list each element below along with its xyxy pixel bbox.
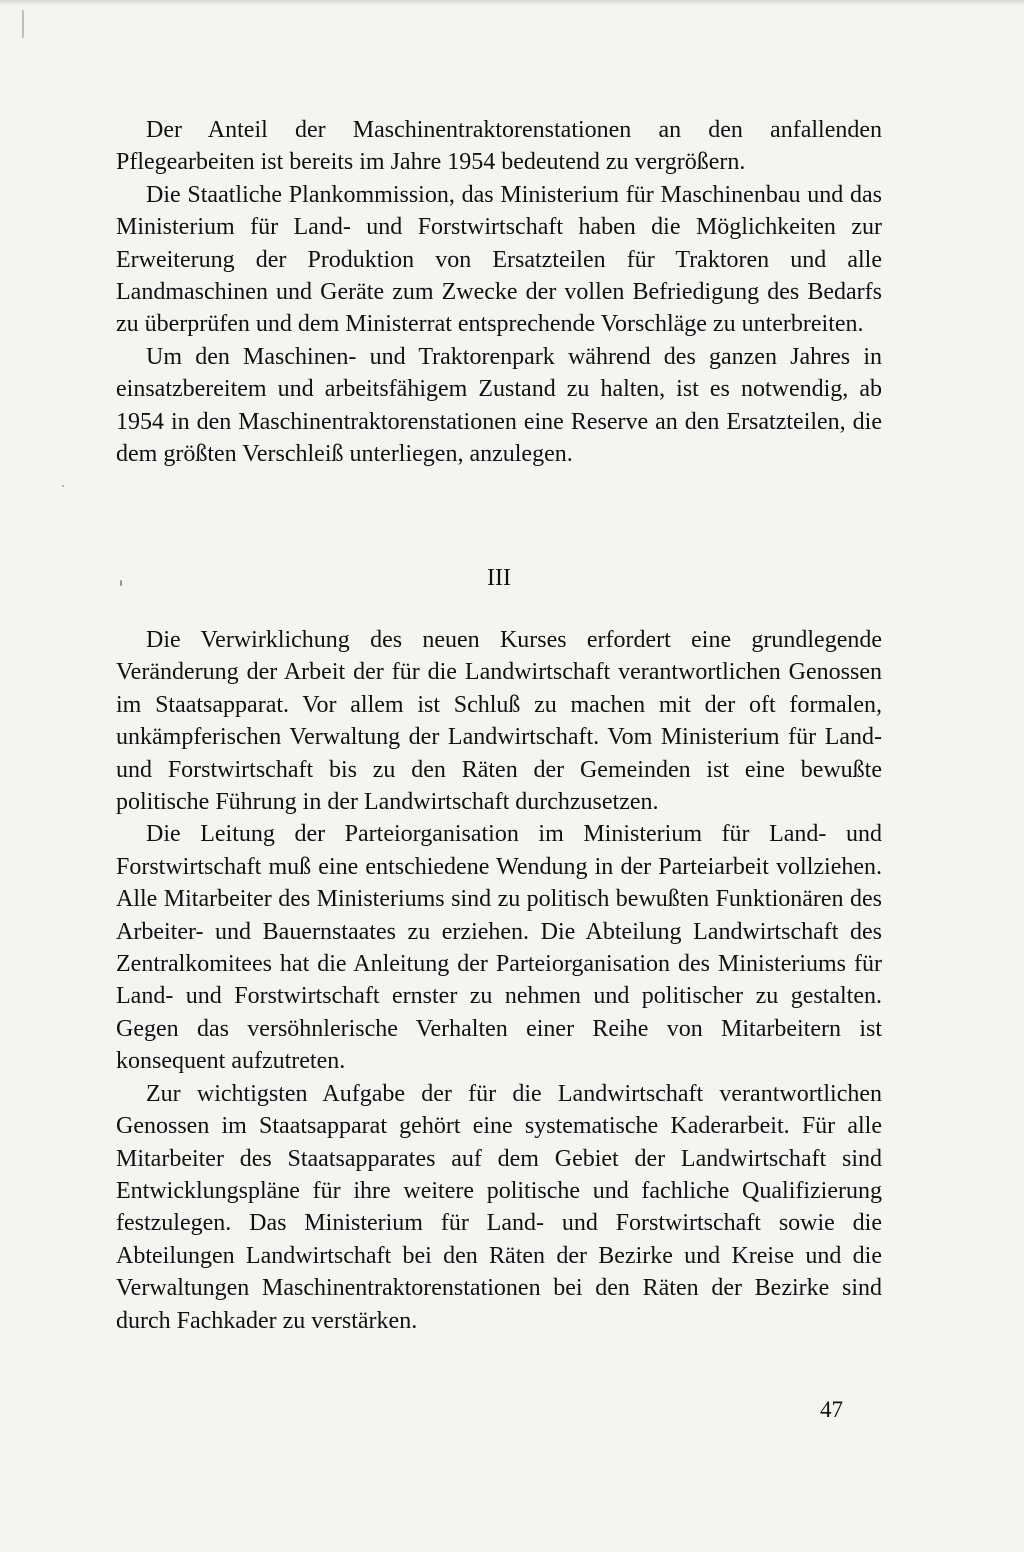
paragraph: Die Leitung der Parteiorganisation im Ministerium für Land- und Forstwirtschaft muß eine entschiedene Wendung in der Parteiarbeit vollziehen. Alle Mitarbeiter des Ministeriums sind zu politisch bewußten Funktionären des Arbeiter- und Bauernstaates zu erziehen. Die Abteilung Landwirtschaft des Zentralkomitees hat die Anleitung der Parteiorganisation des Ministeriums für Land- und Forstwirtschaft ernster zu nehmen und politischer zu gestalten. Gegen das versöhnlerische Verhalten einer Reihe von Mitarbeitern ist konsequent aufzutreten. xyxy=(116,821,882,1075)
paragraph: Zur wichtigsten Aufgabe der für die Landwirtschaft verantwortlichen Genossen im Staatsapparat gehört eine systematische Kaderarbeit. Für alle Mitarbeiter des Staatsapparates auf dem Gebiet der Landwirtschaft sind Entwicklungspläne für ihre weitere politische und fachliche Qualifizierung festzulegen. Das Ministerium für Land- und Forstwirtschaft sowie die Abteilungen Landwirtschaft bei den Räten der Bezirke und Kreise und die Verwaltungen Maschinentraktorenstationen bei den Räten der Bezirke sind durch Fachkader zu verstärken. xyxy=(116,1080,882,1334)
scan-top-edge xyxy=(0,0,1024,6)
scan-speck xyxy=(62,485,64,487)
paragraph: Der Anteil der Maschinentraktorenstationen an den anfallenden Pflegearbeiten ist bereits im Jahre 1954 bedeutend zu vergrößern. xyxy=(116,117,882,176)
scan-speck xyxy=(22,10,24,38)
section-heading: III xyxy=(487,565,511,591)
page-number: 47 xyxy=(820,1397,843,1422)
paragraph: Um den Maschinen- und Traktorenpark während des ganzen Jahres in einsatzbereitem und arbeitsfähigem Zustand zu halten, ist es notwendig, ab 1954 in den Maschinentraktorenstationen eine Reserve an den Ersatzteilen, die dem größten Verschleiß unterliegen, anzulegen. xyxy=(116,343,882,468)
text-block-top xyxy=(116,114,882,470)
paragraph: Die Staatliche Plankommission, das Ministerium für Maschinenbau und das Ministerium für Land- und Forstwirtschaft haben die Möglichkeiten zur Erweiterung der Produktion von Ersatzteilen für Traktoren und alle Landmaschinen und Geräte zum Zwecke der vollen Befriedigung des Bedarfs zu überprüfen und dem Ministerrat entsprechende Vorschläge zu unterbreiten. xyxy=(116,181,882,338)
paragraph: Die Verwirklichung des neuen Kurses erfordert eine grundlegende Veränderung der Arbeit der für die Landwirtschaft verantwortlichen Genossen im Staatsapparat. Vor allem ist Schluß zu machen mit der oft formalen, unkämpferischen Verwaltung der Landwirtschaft. Vom Ministerium für Land- und Forstwirtschaft bis zu den Räten der Gemeinden ist eine bewußte politische Führung in der Landwirtschaft durchzusetzen. xyxy=(116,627,882,816)
text-block-bottom xyxy=(116,624,882,1337)
